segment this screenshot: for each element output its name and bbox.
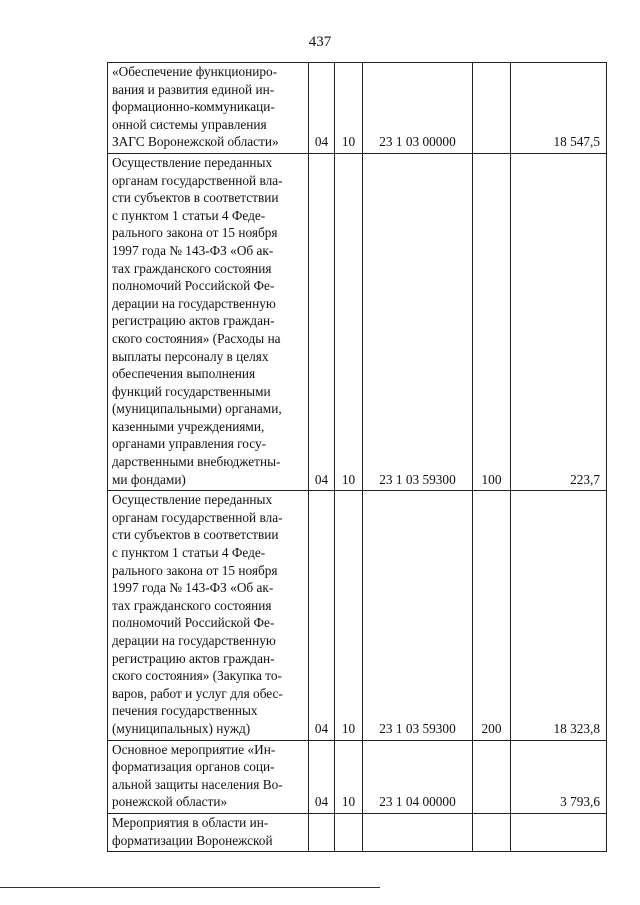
description-line: полномочий Российской Фе- [112,615,275,631]
description-line: полномочий Российской Фе- [112,278,275,294]
amount [511,813,607,851]
target-article-code: 23 1 03 59300 [363,153,473,490]
description-line: ского состояния» (Закупка то- [112,668,282,684]
table-body [108,63,607,852]
amount: 223,7 [511,153,607,490]
row-description [108,153,309,490]
description-line: ЗАГС Воронежской области» [112,134,279,150]
description-line: дарственными внебюджетны- [112,454,281,470]
description-line: 1997 года № 143-ФЗ «Об ак- [112,242,274,258]
description-line: с пунктом 1 статьи 4 Феде- [112,207,266,223]
expense-type-code: 100 [473,153,511,490]
amount: 3 793,6 [511,740,607,813]
description-line: тах гражданского состояния [112,260,272,276]
description-line: тах гражданского состояния [112,597,272,613]
description-line: альной защиты населения Во- [112,776,283,792]
description-line: сти субъектов в соответствии [112,190,279,206]
description-line: органам государственной вла- [112,509,283,525]
description-line: обеспечения выполнения [112,366,256,382]
description-line: (муниципальных) нужд) [112,720,251,736]
subsection-code: 10 [335,740,363,813]
description-line: дерации на государственную [112,633,276,648]
subsection-code [335,813,363,851]
section-code [309,813,335,851]
page-number: 437 [308,34,332,50]
row-description [108,63,309,154]
description-line: ронежской области» [112,794,228,810]
expense-type-code [473,740,511,813]
target-article-code: 23 1 03 00000 [363,63,473,154]
subsection-code: 10 [335,153,363,490]
description-line: органам государственной вла- [112,172,283,188]
target-article-code: 23 1 04 00000 [363,740,473,813]
description-line: выплаты персоналу в целях [112,348,269,364]
description-line: форматизации Воронежской [112,832,273,848]
description-line: регистрацию актов граждан- [112,313,275,329]
table-row [108,491,607,740]
section-code: 04 [309,740,335,813]
table-row [108,740,607,813]
description-line: варов, работ и услуг для обес- [112,685,283,701]
description-line: органами управления госу- [112,436,267,452]
section-code: 04 [309,63,335,154]
description-line: печения государственных [112,703,258,719]
budget-table [107,62,607,852]
description-line: Осуществление переданных [112,154,273,170]
table-row [108,63,607,154]
description-line: регистрацию актов граждан- [112,650,275,666]
row-description [108,813,309,851]
target-article-code: 23 1 03 59300 [363,491,473,740]
description-line: формационно-коммуникаци- [112,99,275,115]
row-description [108,740,309,813]
description-line: ми фондами) [112,471,186,487]
description-line: (муниципальными) органами, [112,401,282,417]
description-line: Мероприятия в области ин- [112,814,269,830]
description-line: «Обеспечение функциониро- [112,64,278,79]
description-line: рального закона от 15 ноября [112,225,278,241]
amount: 18 323,8 [511,491,607,740]
table-row [108,153,607,490]
description-line: форматизация органов соци- [112,759,275,775]
description-line: функций государственными [112,383,271,399]
description-line: рального закона от 15 ноября [112,562,278,578]
expense-type-code: 200 [473,491,511,740]
description-line: онной системы управления [112,116,267,132]
description-line: дерации на государственную [112,295,276,311]
section-code: 04 [309,153,335,490]
row-description [108,491,309,740]
subsection-code: 10 [335,491,363,740]
description-line: казенными учреждениями, [112,418,265,434]
description-line: Осуществление переданных [112,492,273,508]
description-line: 1997 года № 143-ФЗ «Об ак- [112,580,274,596]
description-line: вания и развития единой ин- [112,81,275,97]
description-line: с пунктом 1 статьи 4 Феде- [112,545,266,561]
description-line: Основное мероприятие «Ин- [112,741,276,757]
table-row [108,813,607,851]
description-line: сти субъектов в соответствии [112,527,279,543]
target-article-code [363,813,473,851]
amount: 18 547,5 [511,63,607,154]
subsection-code: 10 [335,63,363,154]
expense-type-code [473,63,511,154]
section-code: 04 [309,491,335,740]
description-line: ского состояния» (Расходы на [112,330,281,346]
footer-rule [0,887,380,888]
expense-type-code [473,813,511,851]
